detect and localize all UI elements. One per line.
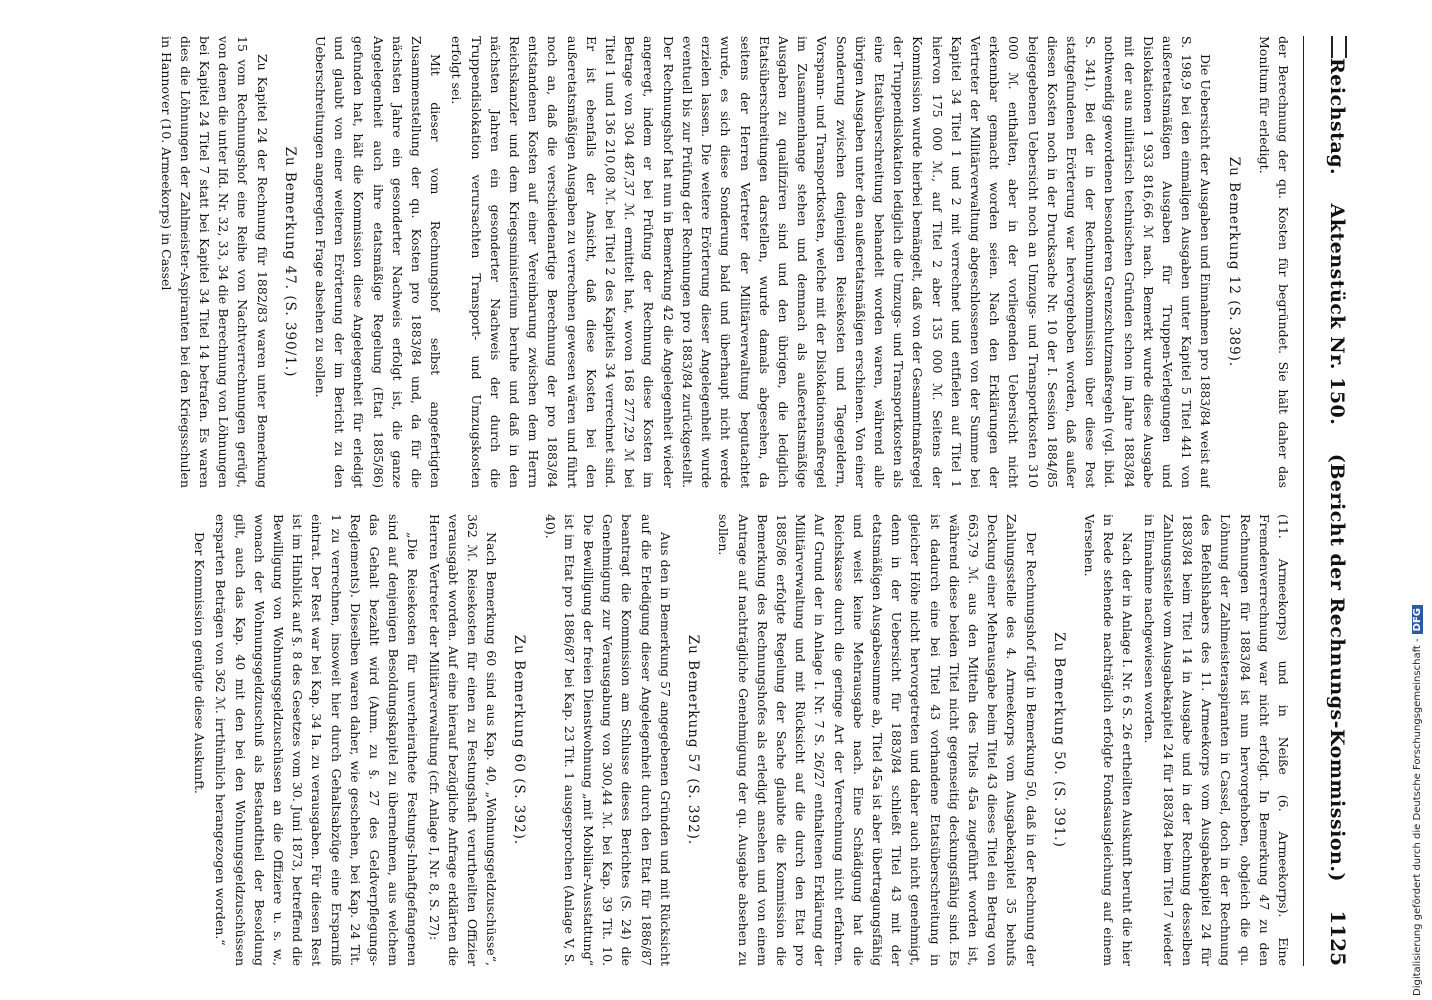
header-rule-mark: [1331, 36, 1347, 58]
paragraph: Zu Kapitel 24 der Rechnung für 1882/83 waren unter Bemerkung 15 vom Rechnungshof eine Reihe von Nachtverrechnungen gerügt, von denen die unter lfd. Nr. 32, 33, 34 die Berechnung von Löhnungen bei Kapitel 24 Titel 7 statt bei Kapitel 34 Titel 14 betrafen. Es waren dies die Löhnungen der Zahlmeister-Aspiranten bei den Kriegsschulen in Hannover (10. Armeekorps) in Cassel: [158, 36, 270, 488]
header-title: [1326, 175, 1348, 910]
left-column: [23, 36, 1293, 488]
paragraph: Nach der in Anlage I. Nr. 6 S. 26 ertheilten Auskunft beruht die hier in Rede stehende nachträglich erfolgte Fondsausgleichung auf einem Versehen.: [1081, 514, 1136, 966]
paragraph: Nach Bemerkung 60 sind aus Kap. 40, „Wohnungsgeldzuschüsse“, 362 ℳ. Reisekosten für einen zu Festungshaft verurtheilten Offizier verausgabt worden. Auf eine hierauf bezügliche Anfrage erklärten die Herren Vertreter der Militärverwaltung (cfr. Anlage I, Nr. 8, S. 27):: [426, 514, 500, 966]
paragraph: Mit dieser vom Rechnungshof selbst angefertigten Zusammenstellung der qu. Kosten pro 1883/84 und, da für die nächsten Jahre ein gesonderter Nachweis erfolgt ist, die ganze Angelegenheit auch ihre etatsmäßige Regelung (Etat 1885/86) gefunden hat, hält die Kommission diese Angelegenheit für erledigt und glaubt von einer weiteren Erörterung der im Bericht zu den Ueberschreitungen angeregten Frage absehen zu sollen.: [313, 36, 444, 488]
section-heading: Zu Bemerkung 50. (S. 391.): [1050, 632, 1067, 848]
section-heading: Zu Bemerkung 12 (S. 389).: [1225, 156, 1242, 368]
paragraph: der Berechnung der qu. Kosten für begründet. Sie hält daher das Monitum für erledigt.: [1256, 36, 1291, 488]
quoted-paragraph: „Die Reisekosten für unverheirathete Festungs-Inhaftgefangenen sind auf denjenigen Besoldungskapitel zu übernehmen, aus welchem das Gehalt bezahlt wird (Anm. zu §. 27 des Geldverpflegungs-Reglements). Dieselben waren daher, wie geschehen, bei Kap. 24 Tit. 1 zu verrechnen, insoweit hier durch Gehaltsabzüge eine Ersparniß eintrat. Der Rest war bei Kap. 34 Ia. zu verausgaben. Für diesen Rest ist im Hinblick auf §. 8 des Gesetzes vom 30. Juni 1873, betreffend die Bewilligung von Wohnungsgeldzuschüssen an die Offiziere u. s. w., wonach der Wohnungsgeldzuschuß als Bestandtheil der Besoldung gilt, auch das Kap. 40 mit den bei den Wohnungsgeldzuschüssen ersparten Beträgen von 362 ℳ. irrthümlich herangezogen worden.“: [213, 514, 421, 966]
paragraph: (11. Armeekorps) und in Neiße (6. Armeekorps). Eine Fremdenverrechnung war nicht erfolgt. In Bemerkung 47 zu den Rechnungen für 1883/84 ist nun hervorgehoben, obgleich die qu. Löhnung der Zahlmeisteraspiranten in Cassel, doch in der Rechnung des Befehlshabers des 11. Armeekorps vom Ausgabekapitel 24 für 1883/84 beim Titel 14 in Ausgabe und in der Rechnung desselben Zahlungsstelle vom Ausgabekapitel 24 für 1883/84 beim Titel 7 wieder in Einnahme nachgewiesen worden.: [1141, 514, 1291, 966]
header-document-number: Aktenstück Nr. 150.: [1326, 203, 1348, 426]
page-header: [1303, 36, 1350, 966]
right-column: [23, 514, 1293, 966]
paragraph: Der Kommission genügte diese Auskunft.: [192, 532, 208, 794]
digitization-credit: [1412, 6, 1426, 996]
header-left: Reichstag.: [1326, 58, 1348, 176]
page-number: 1125: [1326, 910, 1350, 966]
text-columns: [23, 36, 1293, 966]
paragraph: Der Rechnungshof rügt in Bemerkung 50, daß in der Rechnung der Zahlungsstelle des 4. Armeekorps vom Ausgabekapitel 35 behufs Deckung einer Mehrausgabe beim Titel 43 dieses Titel ein Betrag von 663,79 ℳ. aus den Mitteln des Titels 45a zugeführt worden ist, während diese beiden Titel nicht gegenseitig deckungsfähig sind. Es ist dadurch eine bei Titel 43 vorhandene Etatsüberschreitung in gleicher Höhe nicht hervorgetreten und daher auch nicht genehmigt, denn in der Uebersicht für 1883/84 schließt Titel 43 mit der etatsmäßigen Ausgabesumme ab, Titel 45a ist aber übertragungsfähig und weist keine Mehrausgabe nach. Eine Schädigung hat die Reichskasse durch die geringe Art der Verrechnung nicht erfahren. Auf Grund der in Anlage I. Nr. 7 S. 26/27 enthaltenen Erklärung der Militärverwaltung und mit Rücksicht auf die durch den Etat pro 1885/86 erfolgte Regelung der Sache glaubte die Kommission die Bemerkung des Rechnungshofes als erledigt ansehen und von einem Antrage auf nachträgliche Genehmigung der qu. Ausgabe absehen zu sollen.: [716, 514, 1039, 966]
credit-text: Digitalisierung gefördert durch die Deutsche Forschungsgemeinschaft -: [1412, 638, 1423, 996]
paragraph: Die Uebersicht der Ausgaben und Einnahmen pro 1883/84 weist auf S. 198,9 bei den einmaligen Ausgaben unter Kapitel 5 Titel 441 von außeretatsmäßigen Ausgaben für Truppen-Verlegungen und Dislokationen 1 933 816,66 ℳ nach. Bemerkt wurde diese Ausgabe mit der aus militärisch technischen Gründen schon im Jahre 1883/84 nothwendig gewordenen besonderen Grenzschutzmaßregeln (vgl. ibid. S. 341). Bei der in der Rechnungskommission über diese Post stattgefundenen Erörterung war hervorgehoben worden, daß außer diesen Kosten noch in der Drucksache Nr. 10 der I. Session 1884/85 beigegebenen Uebersicht noch an Umzugs- und Transportkosten 310 000 ℳ. enthalten, aber in der vorliegenden Uebersicht nicht erkennbar gemacht worden seien. Nach den Erklärungen der Vertreter der Militärverwaltung abgeschlossenen von der Summe bei Kapitel 34 Titel 1 und 2 mit verrechnet und entfielen auf Titel 1 hiervon 175 000 ℳ., auf Titel 2 aber 135 000 ℳ. Seitens der Kommission wurde hierbei bemängelt, daß von der Gesammtmaßregel der Truppendislokation lediglich die Umzugs- und Transportkosten als eine Etatsüberschreitung behandelt worden waren, während alle übrigen Ausgaben unter den außeretatsmäßigen erschienen. Von einer Sonderung zwischen denjenigen Reisekosten und Tagegeldern, Vorspann- und Transportkosten, welche mit der Dislokationsmaßregel im Zusammenhange stehen und demnach als außeretatsmäßige Ausgaben zu qualifiziren sind und den übrigen, die lediglich Etatsüberschreitungen darstellen, wurde damals abgesehen, da seitens der Herren Vertreter der Militärverwaltung begutachtet wurde, es sich diese Sonderung bald und überhaupt nicht werde erzielen lassen. Die weitere Erörterung dieser Angelegenheit wurde eventuell bis zur Prüfung der Rechnungen pro 1883/84 zurückgestellt. Der Rechnungshof hat nun in Bemerkung 42 die Angelegenheit wieder angeregt, indem er bei Prüfung der Rechnung diese Kosten im Betrage von 304 487,37 ℳ. ermittelt hat, wovon 168 277,29 ℳ bei Titel 1 und 136 210,08 ℳ. bei Titel 2 des Kapitels 34 verrechnet sind. Er ist ebenfalls der Ansicht, daß diese Kosten bei den außeretatsmäßigen Ausgaben zu verrechnen gewesen wären und führt noch an, daß die verschiedenartige Berechnung der pro 1883/84 entstandenen Kosten auf einer Vereinbarung zwischen dem Herrn Reichskanzler und dem Kriegsministerium beruhe und daß in den nächsten Jahren ein gesonderter Nachweis der durch die Truppendislokation verursachten Transport- und Umzugskosten erfolgt sei.: [449, 36, 1214, 488]
section-heading: Zu Bemerkung 47. (S. 390/1.): [281, 146, 298, 378]
dfg-logo: DFG: [1412, 605, 1423, 634]
header-report-title: (Bericht der Rechnungs-Kommission.): [1326, 453, 1348, 882]
section-heading: Zu Bemerkung 60 (S. 392).: [511, 634, 528, 846]
paragraph: Aus den in Bemerkung 57 angegebenen Gründen und mit Rücksicht auf die Erledigung dieser Angelegenheit durch den Etat für 1886/87 beantragt die Kommission am Schlusse dieses Berichtes (S. 24) die Genehmigung zur Verausgabung von 300,44 ℳ. bei Kap. 39 Tit. 10. Die Bewilligung der freien Dienstwohnung „mit Mobiliar-Ausstattung“ ist im Etat pro 1886/87 bei Kap. 23 Tit. 1 ausgesprochen (Anlage V, S. 40).: [542, 514, 673, 966]
section-heading: Zu Bemerkung 57 (S. 392).: [685, 634, 702, 846]
